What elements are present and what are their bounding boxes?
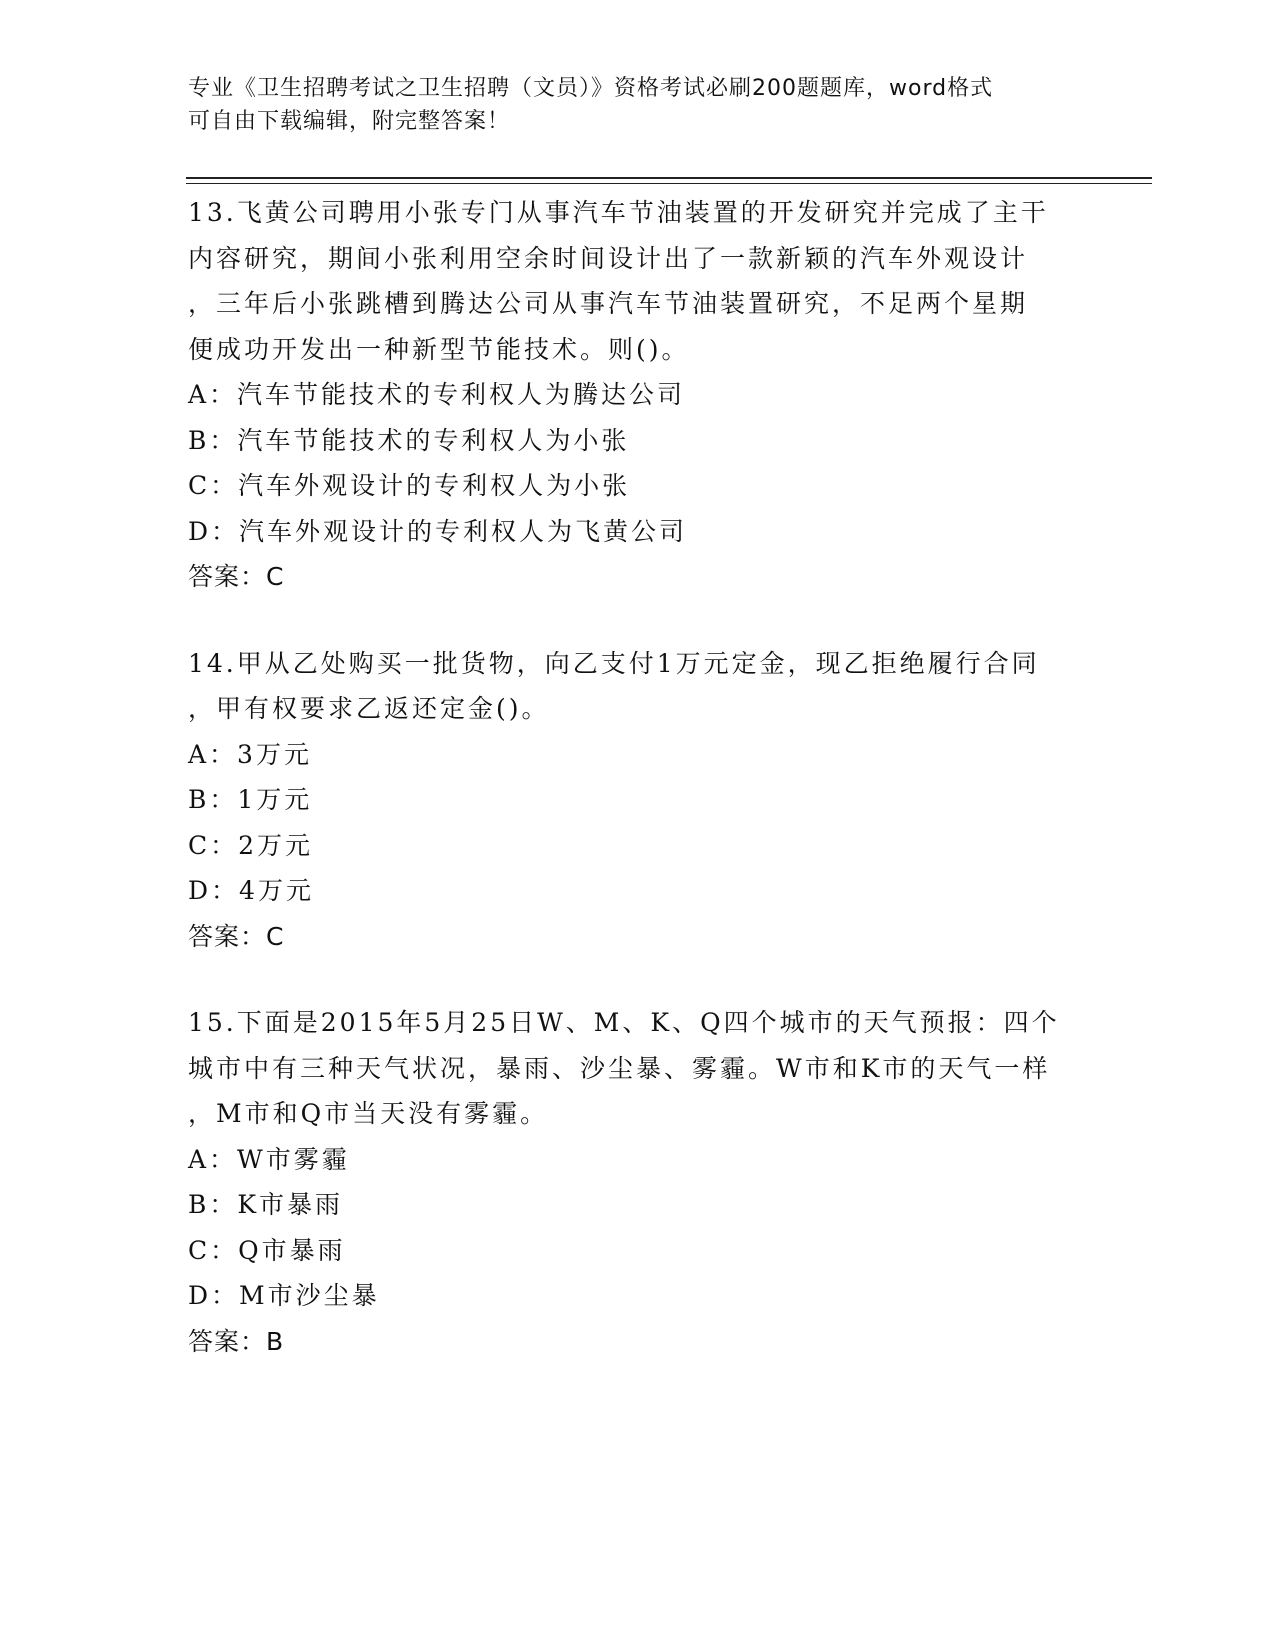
question-13 bbox=[188, 190, 1088, 600]
option-b: B：汽车节能技术的专利权人为小张 bbox=[188, 425, 630, 455]
stem-line: ，甲有权要求乙返还定金()。 bbox=[188, 694, 550, 723]
stem-line: 13.飞黄公司聘用小张专门从事汽车节油装置的开发研究并完成了主干 bbox=[188, 198, 1049, 227]
question-list bbox=[188, 190, 1088, 1405]
question-14 bbox=[188, 641, 1088, 960]
stem-line: 15.下面是2015年5月25日W、M、K、Q四个城市的天气预报：四个 bbox=[188, 1008, 1060, 1037]
option-d: D：M市沙尘暴 bbox=[188, 1281, 380, 1310]
answer-line: 答案：C bbox=[188, 562, 285, 591]
question-15 bbox=[188, 1000, 1088, 1364]
option-c: C：2万元 bbox=[188, 830, 314, 860]
stem-line: 便成功开发出一种新型节能技术。则()。 bbox=[188, 334, 690, 364]
answer-line: 答案：C bbox=[188, 921, 285, 951]
option-a: A：W市雾霾 bbox=[188, 1144, 350, 1174]
question-stem bbox=[188, 1000, 1088, 1137]
option-a: A：汽车节能技术的专利权人为腾达公司 bbox=[188, 380, 686, 409]
option-d: D：汽车外观设计的专利权人为飞黄公司 bbox=[188, 516, 688, 546]
stem-line: ，三年后小张跳槽到腾达公司从事汽车节油装置研究，不足两个星期 bbox=[188, 289, 1029, 318]
option-c: C：Q市暴雨 bbox=[188, 1235, 346, 1265]
option-d: D：4万元 bbox=[188, 876, 314, 905]
header-divider-thin bbox=[186, 183, 1152, 184]
question-stem bbox=[188, 190, 1088, 372]
option-c: C：汽车外观设计的专利权人为小张 bbox=[188, 471, 631, 500]
option-b: B：1万元 bbox=[188, 785, 313, 814]
header-line: 专业《卫生招聘考试之卫生招聘（文员）》资格考试必刷200题题库，word格式 bbox=[188, 76, 994, 101]
header-divider-thick bbox=[186, 177, 1152, 179]
option-a: A：3万元 bbox=[188, 739, 312, 769]
stem-line: ，M市和Q市当天没有雾霾。 bbox=[188, 1099, 549, 1128]
document-header bbox=[188, 72, 1088, 138]
option-b: B：K市暴雨 bbox=[188, 1190, 344, 1219]
answer-line: 答案：B bbox=[188, 1326, 285, 1356]
header-line: 可自由下载编辑，附完整答案！ bbox=[188, 109, 511, 134]
stem-line: 14.甲从乙处购买一批货物，向乙支付1万元定金，现乙拒绝履行合同 bbox=[188, 648, 1040, 678]
stem-line: 城市中有三种天气状况，暴雨、沙尘暴、雾霾。W市和K市的天气一样 bbox=[188, 1053, 1051, 1083]
question-stem bbox=[188, 641, 1088, 732]
stem-line: 内容研究，期间小张利用空余时间设计出了一款新颖的汽车外观设计 bbox=[188, 243, 1029, 273]
